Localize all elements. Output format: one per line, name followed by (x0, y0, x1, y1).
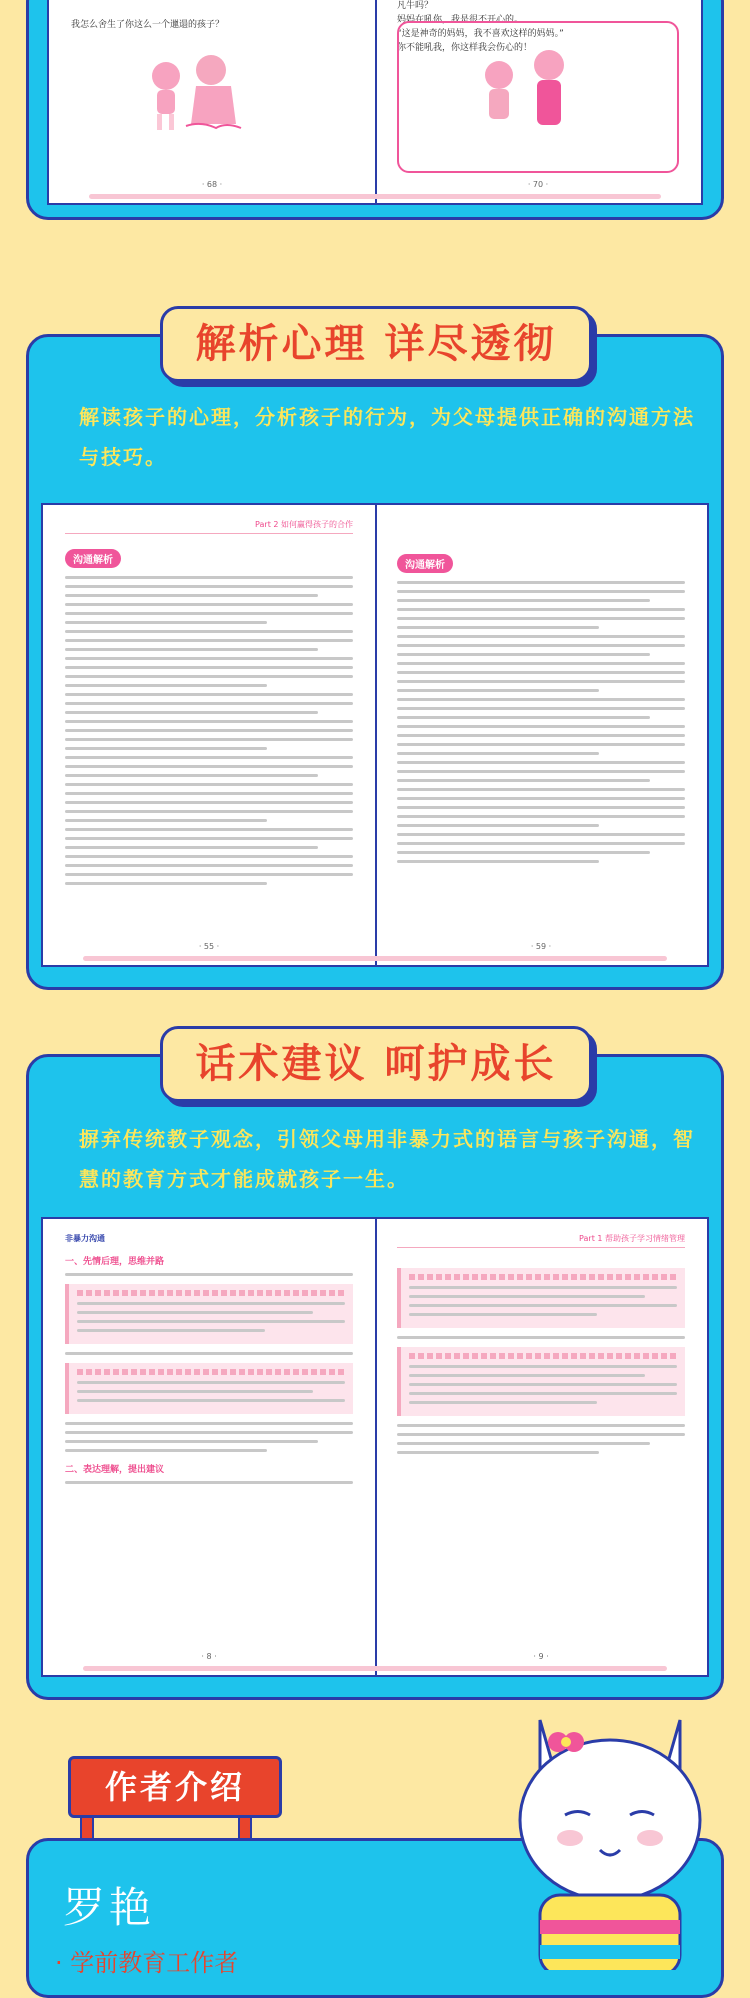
section1-book-spread (41, 503, 709, 967)
page-bottom-strip (89, 194, 661, 199)
top-panel (26, 0, 724, 220)
two-kids-illustration (71, 36, 291, 146)
top-book-spread (47, 0, 703, 205)
section-heading: 二、表达理解，提出建议 (65, 1465, 165, 1475)
author-role: · 学前教育工作者 (55, 1949, 239, 1977)
section2-panel (26, 1054, 724, 1700)
right-text-line: 凡牛吗？ (397, 1, 434, 11)
section1-left-page (43, 505, 375, 965)
right-text-line: 你不能吼我，你这样我会伤心的！ (397, 43, 533, 53)
author-banner (68, 1756, 282, 1818)
author-banner-title: 作者介绍 (104, 1768, 245, 1806)
page-number-right: · 70 · (527, 180, 549, 189)
section2-title: 话术建议 呵护成长 (195, 1041, 557, 1087)
body-text-block (397, 581, 685, 863)
section1-panel (26, 334, 724, 990)
running-head: Part 2 如何赢得孩子的合作 (65, 519, 353, 534)
dialogue-box (65, 1363, 353, 1414)
section1-right-page (375, 505, 707, 965)
page-number-left: · 68 · (201, 180, 223, 189)
book-logo: 非暴力沟通 (65, 1234, 105, 1243)
page-bottom-strip (83, 956, 667, 961)
page-number-right: · 9 · (533, 1652, 549, 1661)
dialogue-box (65, 1284, 353, 1344)
section1-title: 解析心理 详尽透彻 (195, 321, 557, 367)
parent-child-illustration (429, 43, 629, 143)
section-tag: 沟通解析 (397, 554, 453, 573)
top-book-left-page (49, 0, 375, 203)
right-text-line: “这是神奇的妈妈，我不喜欢这样的妈妈。” (397, 29, 564, 39)
page-bottom-strip (83, 1666, 667, 1671)
section1-description: 解读孩子的心理，分析孩子的行为，为父母提供正确的沟通方法与技巧。 (79, 405, 695, 469)
top-book-right-page (375, 0, 701, 203)
running-head: Part 1 帮助孩子学习情绪管理 (397, 1233, 685, 1248)
section2-left-page (43, 1219, 375, 1675)
body-text-block (65, 576, 353, 885)
section2-right-page (375, 1219, 707, 1675)
dialogue-box (397, 1347, 685, 1416)
section-tag: 沟通解析 (65, 549, 121, 568)
page-number-left: · 55 · (198, 942, 220, 951)
cat-mascot-illustration (500, 1680, 720, 1970)
section2-description: 摒弃传统教子观念，引领父母用非暴力式的语言与孩子沟通，智慧的教育方式才能成就孩子一生。 (79, 1127, 695, 1191)
section-heading: 一、先情后理，思维并路 (65, 1257, 165, 1267)
section2-title-banner (160, 1026, 592, 1102)
section1-title-banner (160, 306, 592, 382)
author-name: 罗艳 (63, 1883, 156, 1932)
illustration-frame (397, 21, 679, 173)
page-number-right: · 59 · (530, 942, 552, 951)
left-page-text: 我怎么舍生了你这么一个邋遢的孩子？ (71, 20, 225, 30)
dialogue-box (397, 1268, 685, 1328)
page-number-left: · 8 · (201, 1652, 217, 1661)
section2-book-spread (41, 1217, 709, 1677)
right-text-line: 妈妈在吼你，我是很不开心的。 (397, 15, 524, 25)
